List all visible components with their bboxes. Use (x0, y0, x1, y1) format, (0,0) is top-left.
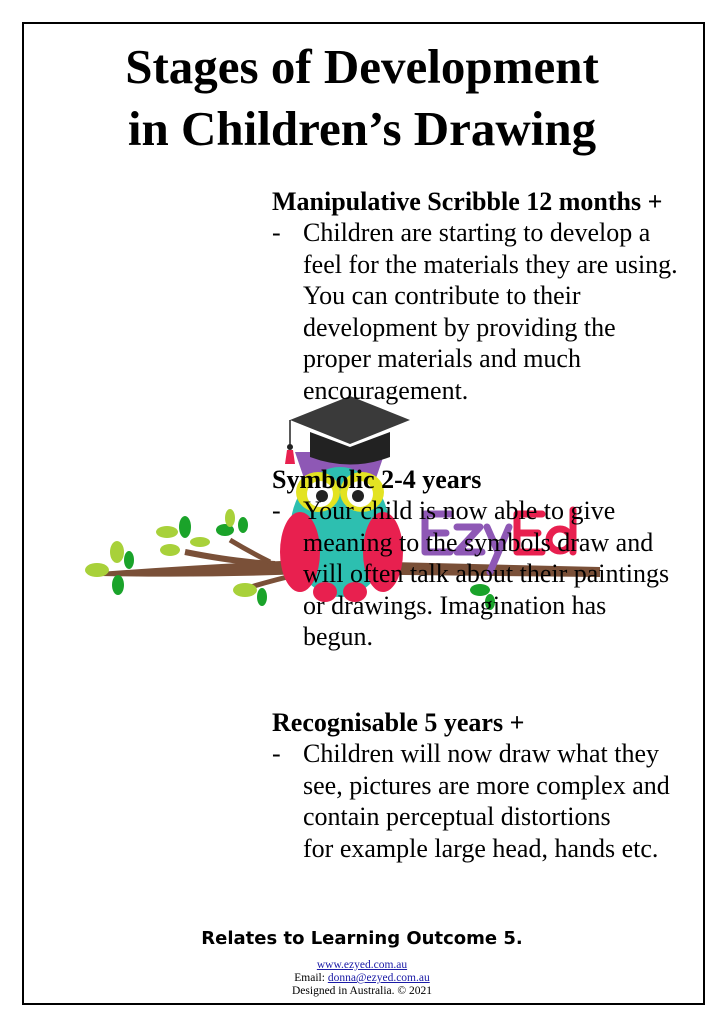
body-line: encouragement. (303, 375, 469, 405)
section-manipulative-scribble (272, 186, 712, 406)
title-line-1: Stages of Development (125, 39, 599, 94)
body-line: see, pictures are more complex and (303, 770, 670, 800)
learning-outcome-note: Relates to Learning Outcome 5. (201, 928, 523, 949)
body-line: Children are starting to develop a (303, 218, 651, 247)
section-heading: Manipulative Scribble 12 months + (272, 187, 663, 216)
body-line: development by providing the (303, 312, 616, 342)
section-recognisable (272, 707, 712, 864)
body-line: proper materials and much (303, 344, 581, 373)
body-line: Children will now draw what they (303, 739, 659, 768)
bullet-dash: - (272, 739, 281, 768)
body-line: contain perceptual distortions (303, 802, 611, 831)
body-line: You can contribute to their (303, 281, 581, 310)
section-heading: Recognisable 5 years + (272, 708, 525, 737)
email-link[interactable]: donna@ezyed.com.au (327, 972, 430, 984)
footer (0, 959, 724, 998)
body-line: will often talk about their paintings (303, 559, 670, 588)
body-line: or drawings. Imagination has (303, 590, 607, 620)
body-line: Your child is now able to give (303, 496, 616, 525)
bullet-dash: - (272, 218, 281, 247)
body-line: feel for the materials they are using. (303, 249, 678, 279)
copyright: Designed in Australia. © 2021 (291, 985, 432, 997)
section-heading: Symbolic 2-4 years (272, 465, 482, 494)
email-label: Email: (294, 972, 328, 984)
page-title (0, 36, 724, 160)
website-link[interactable]: www.ezyed.com.au (316, 959, 408, 971)
body-line: for example large head, hands etc. (303, 833, 659, 863)
bullet-dash: - (272, 496, 281, 525)
section-symbolic (272, 464, 712, 653)
body-line: meaning to the symbols draw and (303, 527, 654, 557)
body-line: begun. (303, 622, 374, 651)
title-line-2: in Children’s Drawing (127, 101, 597, 156)
